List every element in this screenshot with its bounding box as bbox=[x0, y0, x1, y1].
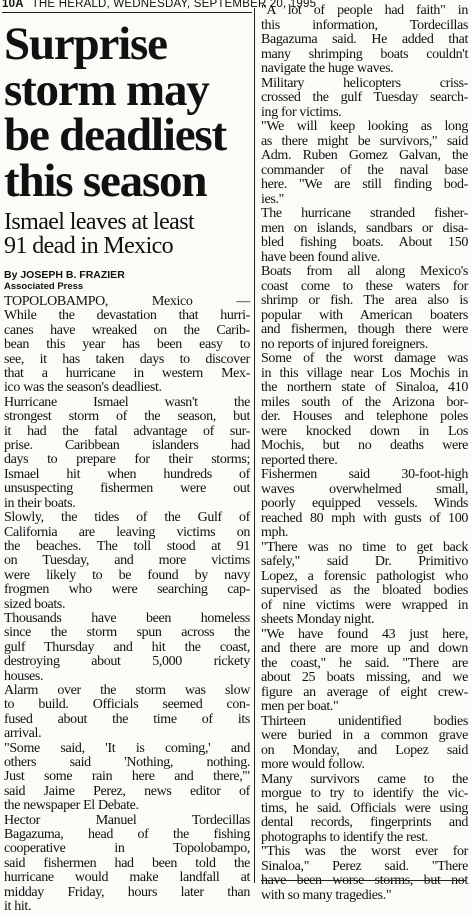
text-line: Alarm over the storm was slow bbox=[4, 682, 250, 698]
text-line: coast come to these waters for bbox=[261, 278, 468, 294]
article-paragraph bbox=[261, 628, 468, 715]
text-line: shrimp or fish. The area also is bbox=[261, 293, 468, 308]
text-line: here. "We are still finding bod- bbox=[261, 177, 468, 192]
text-line: Slowly, the tides of the Gulf of bbox=[4, 510, 250, 526]
article-paragraph bbox=[4, 742, 250, 814]
text-line: Just some rain here and there,'" bbox=[4, 769, 250, 785]
text-line: the newspaper El Debate. bbox=[4, 798, 139, 814]
text-line: safely," said Dr. Primitivo bbox=[261, 554, 468, 569]
text-line: Hurricane Ismael wasn't the bbox=[4, 394, 250, 410]
text-line: der. Houses and telephone poles bbox=[261, 409, 468, 424]
text-line: the coast," he said. "There are bbox=[261, 655, 468, 671]
text-line: arrival. bbox=[4, 726, 42, 742]
article-paragraph bbox=[261, 352, 468, 468]
article-paragraph bbox=[261, 207, 468, 265]
masthead-date: THE HERALD, WEDNESDAY, SEPTEMBER 20, 1995 bbox=[31, 0, 317, 10]
text-line: on Tuesday, and more victims bbox=[4, 553, 250, 569]
text-line: of nine victims were wrapped in bbox=[261, 597, 468, 613]
text-line: it hit. bbox=[4, 899, 32, 914]
text-line: Adm. Ruben Gomez Galvan, the bbox=[261, 148, 468, 163]
text-line: since the storm spun across the bbox=[4, 625, 250, 641]
text-line: navigate the huge waves. bbox=[261, 61, 394, 76]
text-line: Some of the worst damage was bbox=[261, 351, 468, 366]
article-paragraph bbox=[4, 684, 250, 742]
article-paragraph bbox=[4, 396, 250, 511]
text-line: poorly equipped vessels. Winds bbox=[261, 496, 468, 511]
article-paragraph bbox=[4, 612, 250, 684]
text-line: were knocked down in Los bbox=[261, 423, 468, 439]
text-line: mph. bbox=[261, 525, 288, 540]
text-line: more would follow. bbox=[261, 757, 365, 772]
headline bbox=[4, 18, 250, 207]
headline-line: this season bbox=[4, 154, 207, 207]
text-line: figure an average of eight crew- bbox=[261, 684, 468, 700]
text-line: sheets Monday night. bbox=[261, 612, 375, 627]
text-line: Thousands have been homeless bbox=[4, 610, 250, 626]
text-line: photographs to identify the rest. bbox=[261, 829, 428, 845]
text-line: ico was the season's deadliest. bbox=[4, 380, 162, 396]
text-line: have been worse storms, but not bbox=[261, 873, 468, 888]
byline-organization: Associated Press bbox=[4, 281, 84, 292]
text-line: strongest storm of the season, but bbox=[4, 409, 250, 425]
subheadline-line: Ismael leaves at least bbox=[4, 209, 195, 235]
text-line: Lopez, a forensic pathologist who bbox=[261, 568, 468, 584]
article-paragraph bbox=[4, 295, 250, 396]
text-line: California are leaving victims on bbox=[4, 524, 250, 540]
text-line: "There was no time to get back bbox=[261, 539, 468, 555]
text-line: about 25 boats missing, and we bbox=[261, 670, 468, 685]
page-number: 10A bbox=[2, 0, 24, 10]
text-line: crossed the gulf Tuesday search- bbox=[261, 90, 468, 105]
article-paragraph bbox=[261, 715, 468, 773]
text-line: Thirteen unidentified bodies bbox=[261, 713, 468, 729]
text-line: ing for victims. bbox=[261, 104, 342, 120]
text-line: the northern state of Sinaloa, 410 bbox=[261, 380, 468, 395]
article-paragraph bbox=[261, 468, 468, 541]
headline-line: storm may bbox=[4, 63, 209, 116]
text-line: cooperative in Topolobampo, bbox=[4, 841, 250, 857]
article-paragraph bbox=[261, 265, 468, 352]
text-line: "A lot of people had faith" in bbox=[261, 3, 468, 18]
column-rule bbox=[254, 8, 255, 883]
text-line: canes have wreaked on the Carib- bbox=[4, 322, 250, 338]
left-column bbox=[4, 18, 250, 914]
text-line: men on islands, sandbars or disa- bbox=[261, 220, 468, 236]
byline: By JOSEPH B. FRAZIER bbox=[4, 269, 125, 281]
text-line: and fishermen, though there were bbox=[261, 322, 468, 337]
text-line: miles south of the Arizona bor- bbox=[261, 394, 468, 410]
text-line: "We will keep looking as long bbox=[261, 119, 468, 134]
text-line: Ismael hit when hundreds of bbox=[4, 466, 250, 482]
text-line: dental records, fingerprints and bbox=[261, 815, 468, 830]
article-paragraph bbox=[261, 4, 468, 77]
text-line: supervised as the bloated bodies bbox=[261, 583, 468, 598]
text-line: and there are more up and down bbox=[261, 641, 468, 656]
text-line: in their boats. bbox=[4, 495, 76, 511]
text-line: Military helicopters criss- bbox=[261, 75, 468, 91]
subheadline-line: 91 dead in Mexico bbox=[4, 233, 174, 259]
text-line: on Monday, and Lopez said bbox=[261, 742, 468, 758]
right-column bbox=[261, 4, 468, 903]
text-line: houses. bbox=[4, 668, 44, 684]
text-line: "This was the worst ever for bbox=[261, 844, 468, 859]
text-line: have been found alive. bbox=[261, 249, 381, 265]
article-paragraph bbox=[261, 77, 468, 121]
article-paragraph bbox=[261, 773, 468, 846]
text-line: Bagazuma, head of the fishing bbox=[4, 827, 250, 843]
text-line: hurricane would make landfall at bbox=[4, 870, 250, 886]
headline-line: be deadliest bbox=[4, 109, 226, 161]
text-line: morgue to try to identify the vic- bbox=[261, 786, 468, 801]
text-line: the beaches. The toll stood at 91 bbox=[4, 538, 250, 554]
text-line: popular with American boaters bbox=[261, 307, 468, 323]
top-rule bbox=[2, 12, 252, 13]
text-line: Fishermen said 30-foot-high bbox=[261, 467, 468, 482]
text-line: were likely to be found by navy bbox=[4, 567, 250, 583]
text-line: Boats from all along Mexico's bbox=[261, 264, 468, 279]
article-paragraph bbox=[261, 845, 468, 903]
text-line: bean this year has been easy to bbox=[4, 337, 250, 353]
text-line: it had the fatal advantage of sur- bbox=[4, 423, 250, 439]
text-line: The hurricane stranded fisher- bbox=[261, 206, 468, 221]
subheadline bbox=[4, 210, 250, 258]
text-line: frogmen who were searching cap- bbox=[4, 582, 250, 598]
text-line: midday Friday, hours later than bbox=[4, 884, 250, 900]
text-line: many shrimping boats couldn't bbox=[261, 46, 468, 62]
text-line: to build. Officials seemed con- bbox=[4, 697, 250, 713]
article-paragraph bbox=[4, 814, 250, 914]
text-line: waves overwhelmed small, bbox=[261, 481, 468, 497]
text-line: reached 80 mph with gusts of 100 bbox=[261, 510, 468, 526]
text-line: as there might be survivors," said bbox=[261, 133, 468, 149]
left-column-body bbox=[4, 295, 250, 914]
text-line: with so many tragedies." bbox=[261, 887, 392, 903]
text-line: said fishermen had been told the bbox=[4, 855, 250, 871]
article-paragraph bbox=[4, 511, 250, 612]
right-column-body bbox=[261, 4, 468, 903]
text-line: Bagazuma said. He added that bbox=[261, 32, 468, 47]
text-line: unsuspecting fishermen were out bbox=[4, 481, 250, 497]
text-line: ies." bbox=[261, 191, 285, 207]
text-line: destroying about 5,000 rickety bbox=[4, 654, 250, 670]
text-line: Many survivors came to the bbox=[261, 771, 468, 787]
article-paragraph bbox=[261, 120, 468, 207]
text-line: Sinaloa," Perez said. "There bbox=[261, 858, 468, 874]
text-line: bled fishing boats. About 150 bbox=[261, 235, 468, 250]
headline-line: Surprise bbox=[4, 18, 167, 70]
text-line: no reports of injured foreigners. bbox=[261, 336, 428, 352]
text-line: While the devastation that hurri- bbox=[4, 308, 250, 324]
text-line: reported there. bbox=[261, 452, 338, 468]
text-line: gulf Thursday and hit the coast, bbox=[4, 639, 250, 655]
end-rule bbox=[261, 880, 466, 881]
text-line: TOPOLOBAMPO, Mexico — bbox=[4, 294, 250, 309]
text-line: "Some said, 'It is coming,' and bbox=[4, 740, 250, 756]
text-line: sized boats. bbox=[4, 596, 66, 612]
text-line: were buried in a common grave bbox=[261, 728, 468, 743]
text-line: fused about the time of its bbox=[4, 711, 250, 727]
text-line: commander of the naval base bbox=[261, 162, 468, 178]
text-line: tims, he said. Officials were using bbox=[261, 800, 468, 816]
text-line: others said 'Nothing, nothing. bbox=[4, 755, 250, 770]
text-line: this information, Tordecillas bbox=[261, 17, 468, 33]
text-line: "We have found 43 just here, bbox=[261, 626, 468, 642]
text-line: that a hurricane in western Mex- bbox=[4, 366, 250, 382]
text-line: Mochis, but no deaths were bbox=[261, 438, 468, 453]
text-line: days to prepare for their storms; bbox=[4, 452, 250, 468]
text-line: prise. Caribbean islanders had bbox=[4, 438, 250, 454]
text-line: men per boat." bbox=[261, 699, 339, 714]
text-line: in this village near Los Mochis in bbox=[261, 365, 468, 381]
text-line: said Jaime Perez, news editor of bbox=[4, 783, 250, 799]
article-paragraph bbox=[261, 541, 468, 628]
text-line: Hector Manuel Tordecillas bbox=[4, 812, 250, 828]
text-line: see, it has taken days to discover bbox=[4, 351, 250, 367]
